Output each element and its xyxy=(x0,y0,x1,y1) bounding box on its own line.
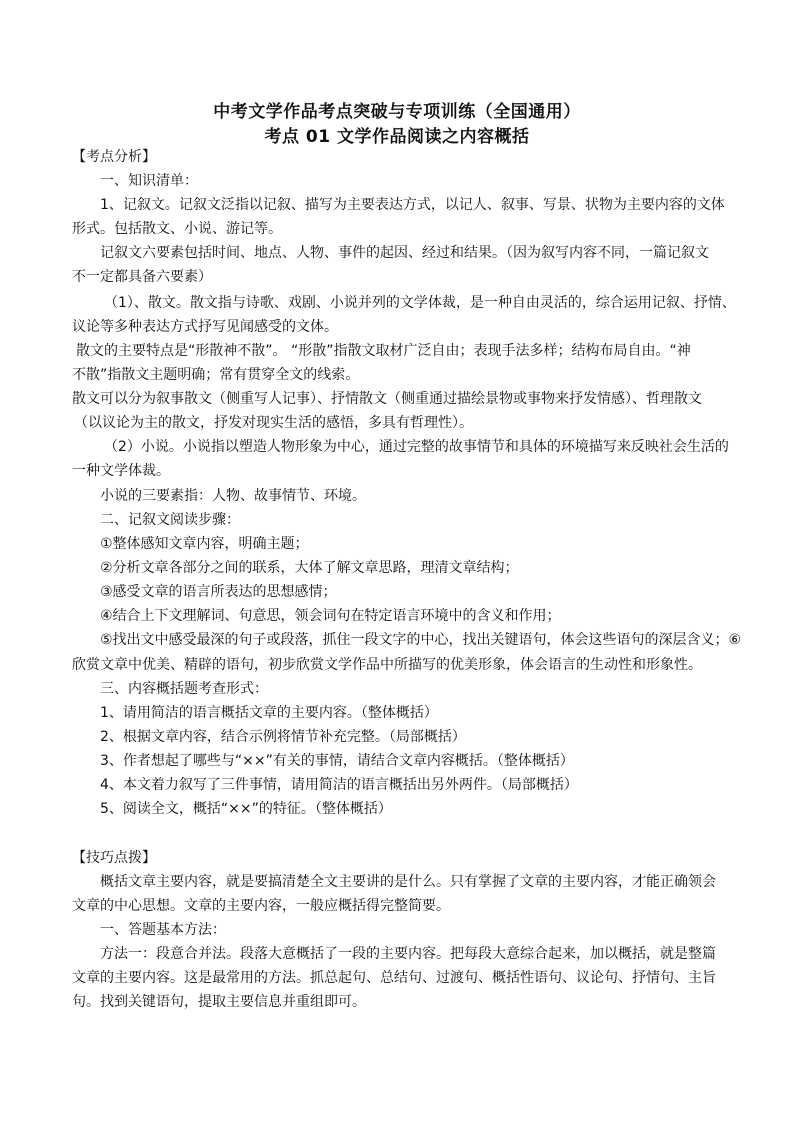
list-item: ⑤找出文中感受最深的句子或段落，抓住一段文字的中心，找出关键语句，体会这些语句的深层含义；⑥ xyxy=(100,632,742,648)
list-item: ③感受文章的语言所表达的思想感情； xyxy=(100,584,337,600)
list-item: 3、作者想起了哪些与“××”有关的事情，请结合文章内容概括。（整体概括） xyxy=(100,753,574,769)
paragraph: 小说的三要素指：人物、故事情节、环境。 xyxy=(100,488,366,504)
paragraph: 文章的主要内容。这是最常用的方法。抓总起句、总结句、过渡句、概括性语句、议论句、抒情句、主旨 xyxy=(72,970,716,986)
paragraph: 概括文章主要内容，就是要搞清楚全文主要讲的是什么。只有掌握了文章的主要内容，才能正确领会 xyxy=(100,874,716,890)
list-item: 欣赏文章中优美、精辟的语句，初步欣赏文学作品中所描写的优美形象，体会语言的生动性和形象性。 xyxy=(72,657,702,673)
list-item: 1、请用简洁的语言概括文章的主要内容。（整体概括） xyxy=(100,705,438,721)
paragraph: 一、答题基本方法： xyxy=(100,922,226,938)
list-item: 2、根据文章内容，结合示例将情节补充完整。（局部概括） xyxy=(100,729,466,745)
list-item: ②分析文章各部分之间的联系，大体了解文章思路，理清文章结构； xyxy=(100,560,519,576)
paragraph: 议论等多种表达方式抒写见闻感受的文体。 xyxy=(72,319,338,335)
paragraph: 形式。包括散文、小说、游记等。 xyxy=(72,221,282,237)
paragraph: 句。找到关键语句，提取主要信息并重组即可。 xyxy=(72,994,366,1010)
paragraph: 三、内容概括题考查形式： xyxy=(100,681,268,697)
section-header-analysis: 【考点分析】 xyxy=(72,149,156,165)
paragraph: 二、记叙文阅读步骤： xyxy=(100,512,240,528)
paragraph: 散文可以分为叙事散文（侧重写人记事）、抒情散文（侧重通过描绘景物或事物来抒发情感）、哲理散文 xyxy=(72,391,702,407)
document-title: 中考文学作品考点突破与专项训练（全国通用） xyxy=(213,102,581,122)
list-item: 5、阅读全文，概括“××”的特征。（整体概括） xyxy=(100,801,392,817)
paragraph: （2）小说。小说指以塑造人物形象为中心，通过完整的故事情节和具体的环境描写来反映社会生活的 xyxy=(104,439,729,455)
section-header-tips: 【技巧点拨】 xyxy=(72,850,156,866)
paragraph: 方法一：段意合并法。段落大意概括了一段的主要内容。把每段大意综合起来，加以概括，就是整篇 xyxy=(100,946,716,962)
paragraph: 一种文学体裁。 xyxy=(72,463,170,479)
list-item: ④结合上下文理解词、句意思，领会词句在特定语言环境中的含义和作用； xyxy=(100,608,561,624)
paragraph: 记叙文六要素包括时间、地点、人物、事件的起因、经过和结果。（因为叙写内容不同，一篇记叙文 xyxy=(100,245,709,261)
paragraph: （1）、散文。散文指与诗歌、戏剧、小说并列的文学体裁，是一种自由灵活的，综合运用记叙、抒情、 xyxy=(104,295,736,311)
document-subtitle: 考点 01 文学作品阅读之内容概括 xyxy=(264,127,530,147)
list-item: 4、本文着力叙写了三件事情，请用简洁的语言概括出另外两件。（局部概括） xyxy=(100,777,578,793)
paragraph: 一、知识清单： xyxy=(100,173,198,189)
paragraph: 文章的中心思想。文章的主要内容，一般应概括得完整简要。 xyxy=(72,898,450,914)
paragraph: （以议论为主的散文，抒发对现实生活的感悟，多具有哲理性）。 xyxy=(74,415,473,431)
paragraph: 散文的主要特点是“形散神不散”。 “形散”指散文取材广泛自由；表现手法多样；结构布局自由。“神 xyxy=(76,343,691,359)
paragraph: 不一定都具备六要素） xyxy=(72,269,212,285)
paragraph: 1、记叙文。记叙文泛指以记叙、描写为主要表达方式，以记人、叙事、写景、状物为主要内容的文体 xyxy=(100,197,725,213)
paragraph: 不散”指散文主题明确；常有贯穿全文的线索。 xyxy=(72,367,360,383)
list-item: ①整体感知文章内容，明确主题； xyxy=(100,536,309,552)
